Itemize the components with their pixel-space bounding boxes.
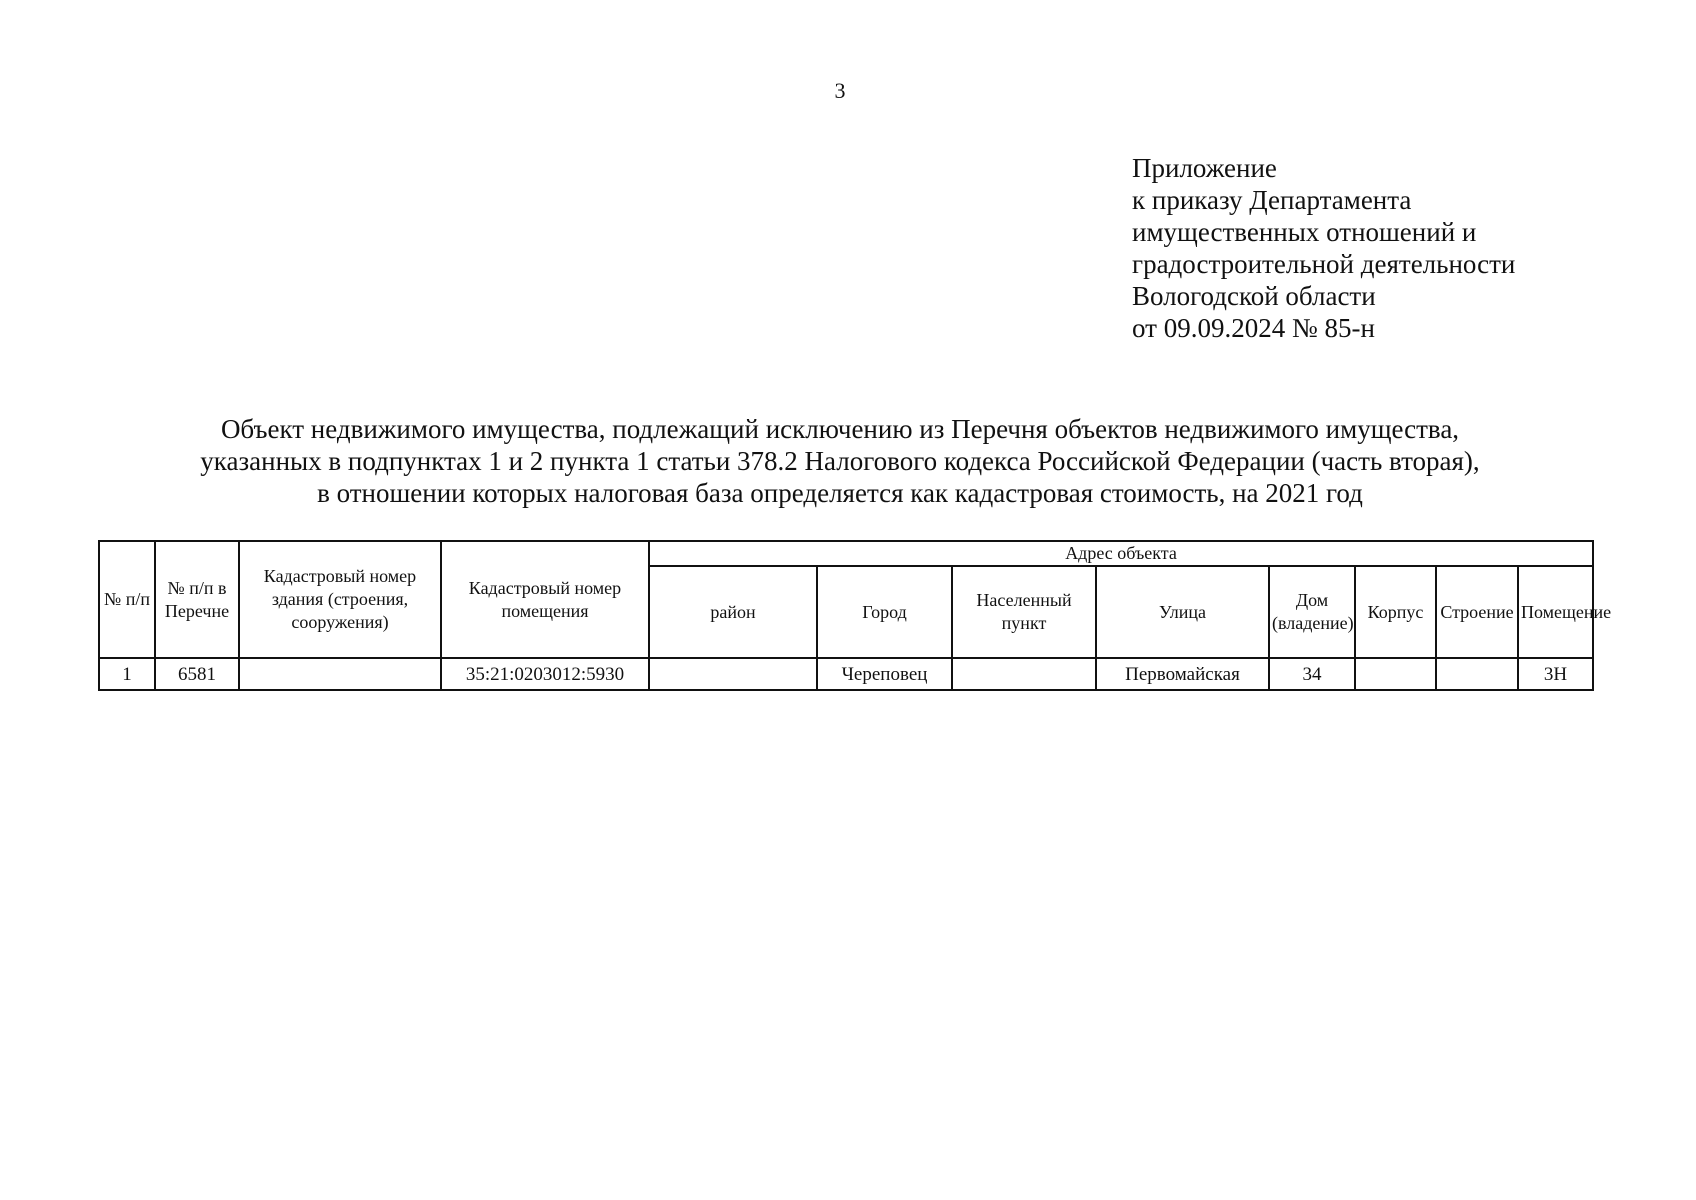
cell-building (1436, 658, 1518, 690)
appendix-line: Приложение (1132, 153, 1277, 183)
header-city: Город (817, 566, 952, 658)
cell-street: Первомайская (1096, 658, 1269, 690)
header-premises-cadastral: Кадастровый номер помещения (441, 541, 649, 658)
cell-list-num: 6581 (155, 658, 239, 690)
header-district: район (649, 566, 817, 658)
cell-building-cadastral (239, 658, 441, 690)
cell-house: 34 (1269, 658, 1355, 690)
header-settlement: Населенный пункт (952, 566, 1096, 658)
header-address-group: Адрес объекта (649, 541, 1593, 566)
header-korpus: Корпус (1355, 566, 1436, 658)
title-line: в отношении которых налоговая база определяется как кадастровая стоимость, на 2021 год (317, 478, 1363, 508)
appendix-block (1132, 152, 1515, 344)
cell-premises-cadastral: 35:21:0203012:5930 (441, 658, 649, 690)
cell-korpus (1355, 658, 1436, 690)
header-list-num: № п/п в Перечне (155, 541, 239, 658)
appendix-line: градостроительной деятельности (1132, 249, 1516, 279)
cell-premises: 3Н (1518, 658, 1593, 690)
cell-city: Череповец (817, 658, 952, 690)
header-street: Улица (1096, 566, 1269, 658)
header-building-cadastral: Кадастровый номер здания (строения, сооружения) (239, 541, 441, 658)
header-house: Дом (владение) (1269, 566, 1355, 658)
title-line: указанных в подпунктах 1 и 2 пункта 1 статьи 378.2 Налогового кодекса Российской Федерации (часть вторая), (200, 446, 1480, 476)
header-row (99, 541, 1593, 566)
appendix-line: имущественных отношений и (1132, 217, 1477, 247)
appendix-line: Вологодской области (1132, 281, 1376, 311)
header-premises: Помещение (1518, 566, 1593, 658)
property-table (98, 540, 1612, 691)
header-num: № п/п (99, 541, 155, 658)
appendix-line: от 09.09.2024 № 85-н (1132, 313, 1375, 343)
document-title (100, 413, 1580, 509)
table-row (99, 658, 1593, 690)
cell-settlement (952, 658, 1096, 690)
header-building: Строение (1436, 566, 1518, 658)
appendix-line: к приказу Департамента (1132, 185, 1412, 215)
page-number: 3 (834, 78, 846, 103)
cell-district (649, 658, 817, 690)
title-line: Объект недвижимого имущества, подлежащий исключению из Перечня объектов недвижимого имущества, (220, 414, 1460, 444)
cell-num: 1 (99, 658, 155, 690)
